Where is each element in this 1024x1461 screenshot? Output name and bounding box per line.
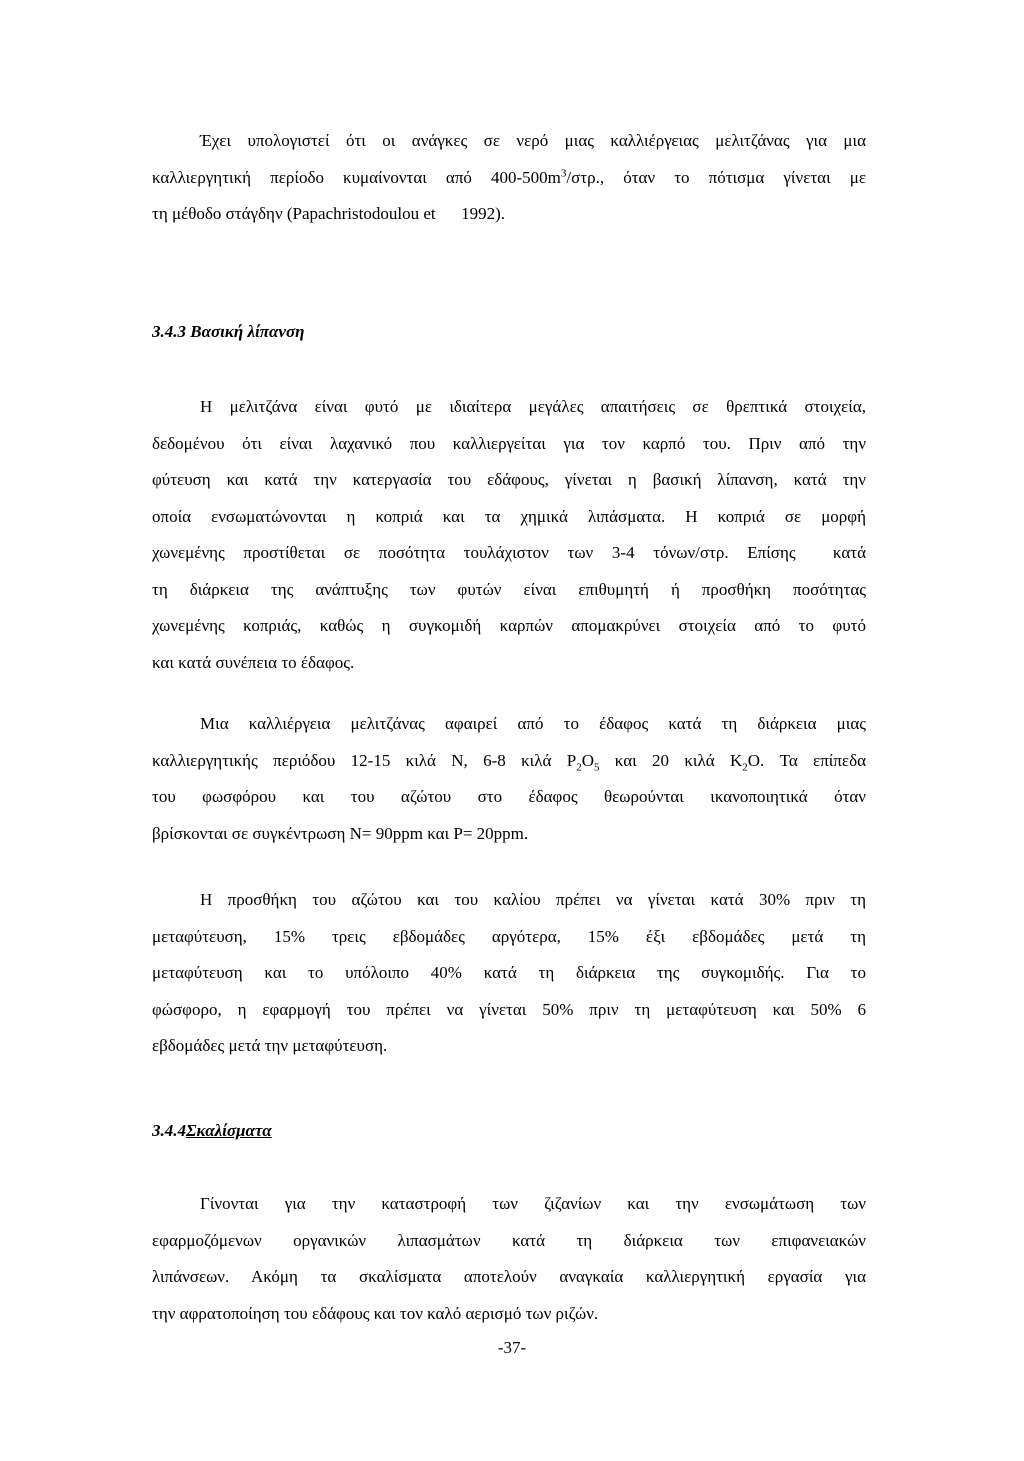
section-title: Σκαλίσματα bbox=[186, 1121, 272, 1140]
subscript: 2 bbox=[576, 760, 582, 773]
text-line: βρίσκονται σε συγκέντρωση N= 90ppm και P= 20ppm. bbox=[152, 823, 529, 843]
paragraph-nitrogen-potassium bbox=[152, 882, 866, 1065]
text-line: τη μέθοδο στάγδην (Papachristodoulou et 1992). bbox=[152, 204, 506, 223]
text-line: λιπάνσεων. Ακόμη τα σκαλίσματα αποτελούν αναγκαία καλλιεργητική εργασία για bbox=[152, 1267, 866, 1286]
paragraph-nutrient-removal bbox=[152, 706, 866, 852]
text-line: Μια καλλιέργεια μελιτζάνας αφαιρεί από το έδαφος κατά τη διάρκεια μιας bbox=[200, 714, 866, 733]
text-line: οποία ενσωματώνονται η κοπριά και τα χημικά λιπάσματα. Η κοπριά σε μορφή bbox=[152, 506, 866, 526]
section-title: Βασική λίπανση bbox=[190, 322, 305, 341]
text-fragment: /στρ., όταν το πότισμα γίνεται με bbox=[566, 167, 866, 187]
paragraph-basic-fertilization bbox=[152, 389, 866, 681]
text-line: δεδομένου ότι είναι λαχανικό που καλλιεργείται για τον καρπό του. Πριν από την bbox=[152, 433, 866, 453]
text-fragment: καλλιεργητικής περιόδου 12-15 κιλά Ν, 6-8 κιλά P bbox=[152, 750, 577, 770]
text-fragment: O. Τα επίπεδα bbox=[747, 750, 866, 770]
text-line: μεταφύτευση και το υπόλοιπο 40% κατά τη διάρκεια της συγκομιδής. Για το bbox=[152, 963, 866, 982]
text-line: φώσφορο, η εφαρμογή του πρέπει να γίνεται 50% πριν τη μεταφύτευση και 50% 6 bbox=[152, 999, 866, 1019]
text-line: την αφρατοποίηση του εδάφους και τον καλό αερισμό των ριζών. bbox=[152, 1303, 599, 1323]
text-line: του φωσφόρου και του αζώτου στο έδαφος θεωρούνται ικανοποιητικά όταν bbox=[152, 787, 866, 806]
text-line: μεταφύτευση, 15% τρεις εβδομάδες αργότερα, 15% έξι εβδομάδες μετά τη bbox=[152, 926, 866, 946]
text-line: Έχει υπολογιστεί ότι οι ανάγκες σε νερό μιας καλλιέργειας μελιτζάνας για μια bbox=[200, 131, 866, 150]
text-line: και κατά συνέπεια το έδαφος. bbox=[152, 652, 355, 672]
text-line: εφαρμοζόμενων οργανικών λιπασμάτων κατά τη διάρκεια των επιφανειακών bbox=[152, 1230, 866, 1250]
text-line: Η προσθήκη του αζώτου και του καλίου πρέπει να γίνεται κατά 30% πριν τη bbox=[200, 890, 866, 909]
section-heading-basic-fertilization bbox=[152, 322, 304, 342]
text-line bbox=[152, 160, 866, 197]
text-line: Γίνονται για την καταστροφή των ζιζανίων και την ενσωμάτωση των bbox=[200, 1194, 866, 1213]
section-heading-hoeing bbox=[152, 1121, 272, 1141]
text-line: χωνεμένης κοπριάς, καθώς η συγκομιδή καρπών απομακρύνει στοιχεία από το φυτό bbox=[152, 616, 866, 635]
subscript: 2 bbox=[742, 760, 748, 773]
text-line: χωνεμένης προστίθεται σε ποσότητα τουλάχιστον των 3-4 τόνων/στρ. Επίσης κατά bbox=[152, 543, 866, 562]
text-line: εβδομάδες μετά την μεταφύτευση. bbox=[152, 1036, 388, 1055]
text-fragment: και 20 κιλά K bbox=[599, 750, 743, 770]
text-line: τη διάρκεια της ανάπτυξης των φυτών είναι επιθυμητή ή προσθήκη ποσότητας bbox=[152, 579, 866, 599]
paragraph-water-needs bbox=[152, 123, 866, 233]
superscript: 3 bbox=[560, 166, 567, 179]
section-number: 3.4.4 bbox=[152, 1121, 186, 1140]
text-fragment: O bbox=[581, 750, 594, 770]
text-fragment: καλλιεργητική περίοδο κυμαίνονται από 400-500m bbox=[152, 167, 561, 187]
text-line bbox=[152, 743, 866, 780]
page-number: -37- bbox=[497, 1338, 527, 1357]
text-line: Η μελιτζάνα είναι φυτό με ιδιαίτερα μεγάλες απαιτήσεις σε θρεπτικά στοιχεία, bbox=[200, 397, 866, 416]
subscript: 5 bbox=[593, 760, 600, 773]
section-number: 3.4.3 bbox=[152, 322, 186, 341]
paragraph-hoeing bbox=[152, 1186, 866, 1332]
text-line: φύτευση και κατά την κατεργασία του εδάφους, γίνεται η βασική λίπανση, κατά την bbox=[152, 470, 866, 489]
